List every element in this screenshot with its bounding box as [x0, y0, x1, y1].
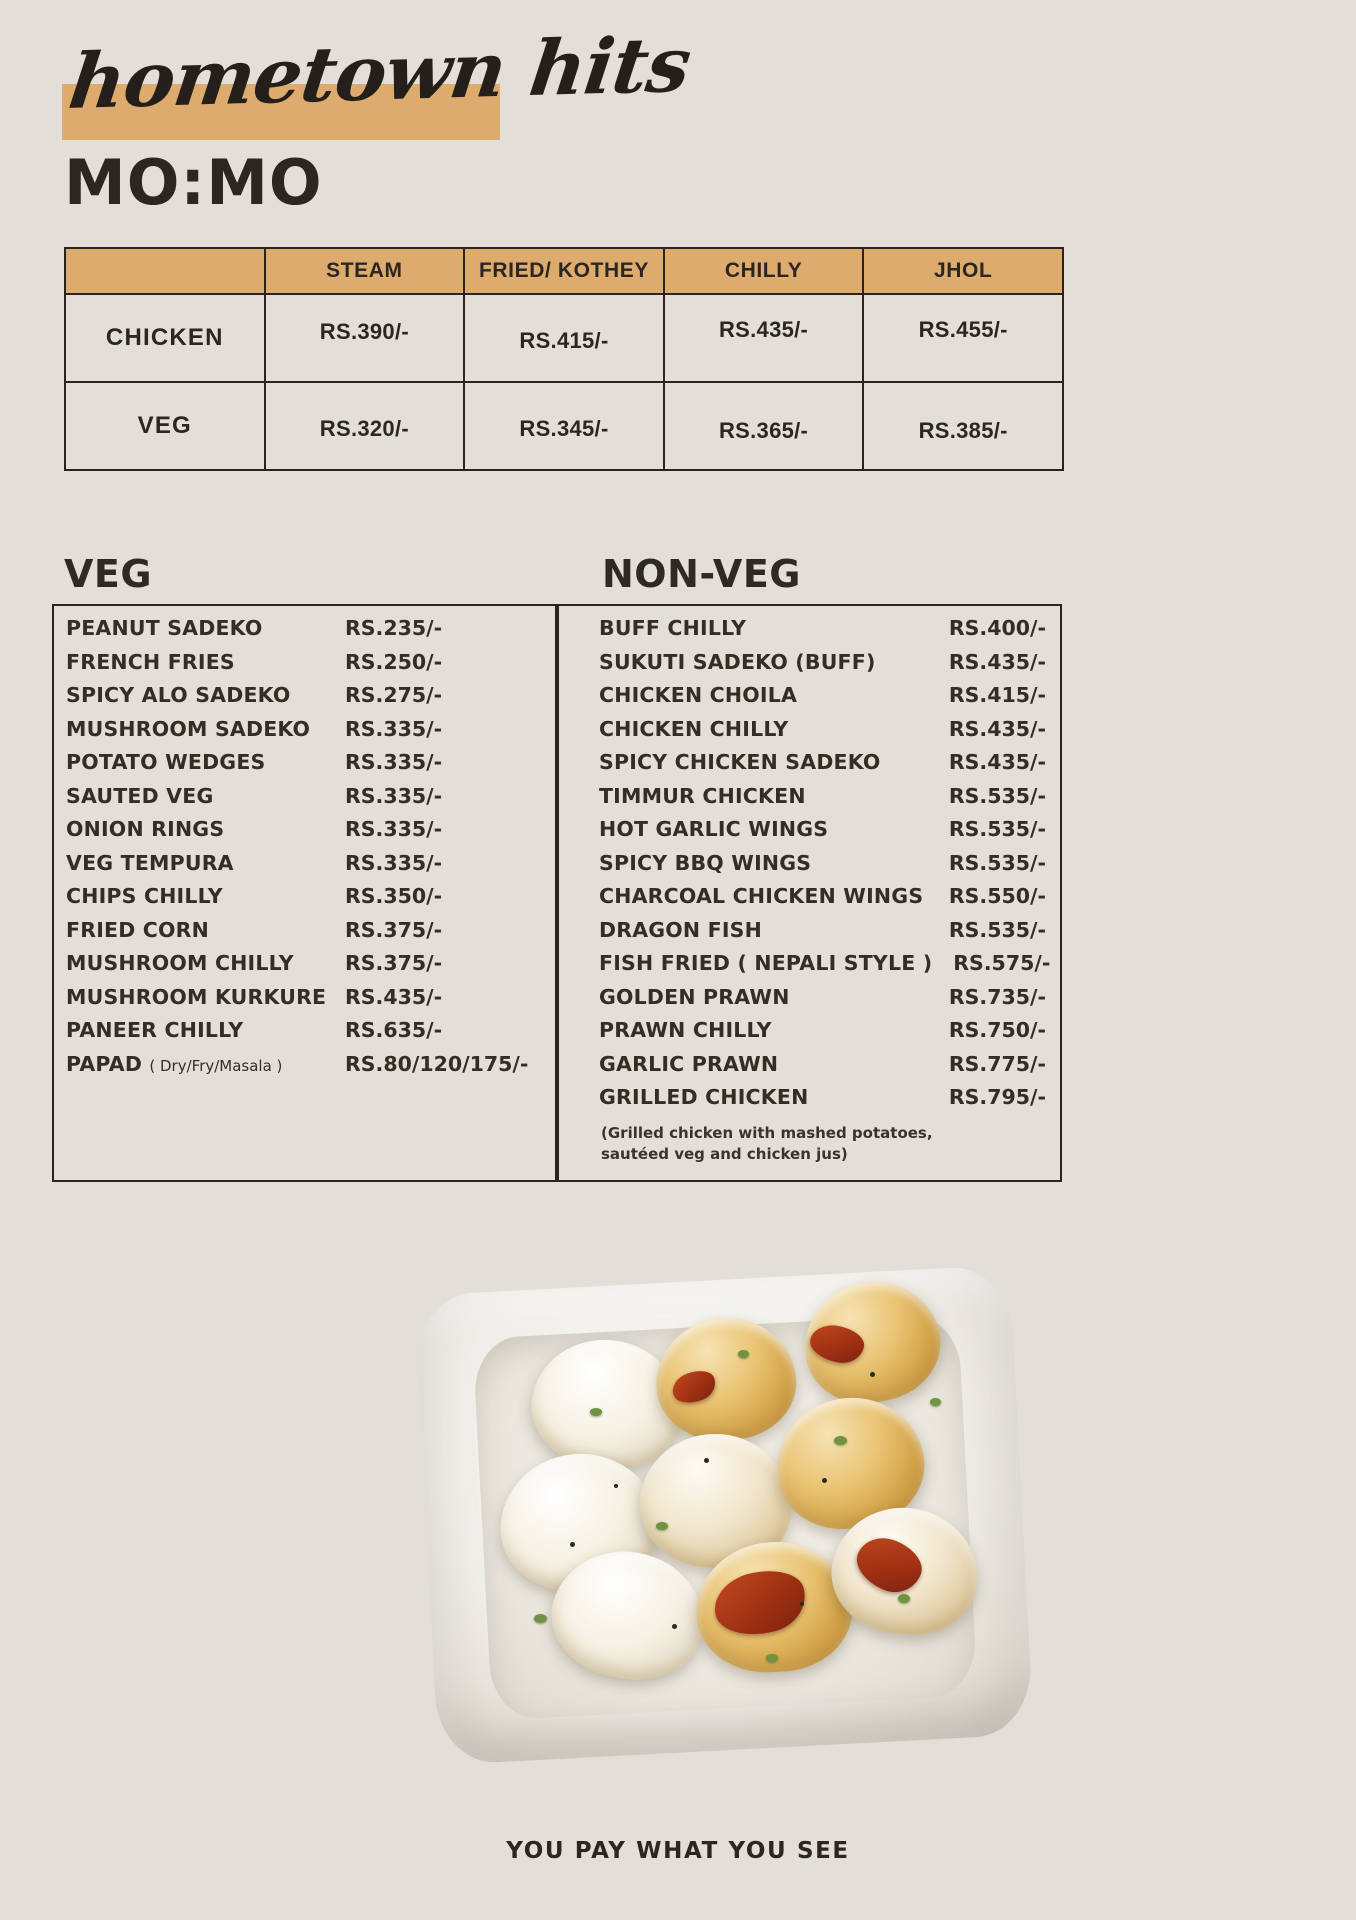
item-price: RS.535/- [948, 917, 1046, 942]
list-item [599, 817, 1046, 851]
item-name: CHARCOAL CHICKEN WINGS [599, 884, 924, 908]
list-item [66, 985, 541, 1019]
spice-seed [570, 1542, 575, 1547]
list-item [66, 817, 541, 851]
item-price: RS.335/- [345, 817, 443, 841]
price-veg-chilly: RS.365/- [664, 382, 864, 470]
item-price: RS.775/- [948, 1051, 1046, 1076]
item-name: MUSHROOM KURKURE [66, 984, 327, 1009]
herb-garnish [590, 1408, 602, 1416]
item-name: VEG TEMPURA [66, 850, 234, 875]
table-header-row [65, 248, 1063, 294]
spice-seed [800, 1602, 804, 1606]
section-heading-nonveg: NON-VEG [602, 552, 801, 596]
item-price: RS.435/- [345, 984, 443, 1009]
list-item [599, 884, 1046, 918]
table-row [65, 294, 1063, 382]
item-name: HOT GARLIC WINGS [599, 817, 829, 841]
item-name: SPICY ALO SADEKO [66, 683, 291, 707]
item-price: RS.535/- [948, 783, 1046, 808]
table-row-label-chicken: CHICKEN [65, 294, 265, 382]
list-item [599, 650, 1046, 684]
herb-garnish [834, 1436, 847, 1445]
list-item [599, 951, 1051, 985]
item-name: PRAWN CHILLY [599, 1018, 772, 1042]
price-veg-steam: RS.320/- [265, 382, 465, 470]
item-price: RS.535/- [948, 850, 1046, 875]
list-item [599, 1085, 1046, 1119]
nonveg-menu-list [557, 604, 1062, 1182]
momo-photo [404, 1222, 1044, 1782]
list-item [66, 616, 541, 650]
item-price: RS.375/- [345, 951, 443, 975]
price-chicken-fried: RS.415/- [464, 294, 664, 382]
item-name: CHICKEN CHILLY [599, 716, 789, 741]
item-price: RS.375/- [345, 917, 443, 942]
herb-garnish [656, 1522, 668, 1530]
item-name: SAUTED VEG [66, 783, 214, 808]
list-item [599, 918, 1046, 952]
item-name: MUSHROOM CHILLY [66, 951, 294, 975]
item-name [66, 1052, 345, 1076]
item-name: DRAGON FISH [599, 917, 762, 942]
item-price: RS.275/- [345, 683, 443, 707]
list-item [66, 851, 541, 885]
table-header [65, 248, 1063, 294]
spice-seed [704, 1458, 709, 1463]
herb-garnish [766, 1654, 778, 1662]
herb-garnish [534, 1614, 547, 1623]
grilled-chicken-note: (Grilled chicken with mashed potatoes, sautéed veg and chicken jus) [601, 1123, 933, 1163]
table-header-jhol: JHOL [863, 248, 1063, 294]
item-price: RS.735/- [948, 984, 1046, 1009]
item-name: BUFF CHILLY [599, 616, 747, 640]
list-item [599, 616, 1046, 650]
item-name: SPICY CHICKEN SADEKO [599, 750, 881, 774]
item-price: RS.400/- [948, 616, 1046, 640]
list-item [66, 1018, 541, 1052]
item-name-main: PAPAD [66, 1051, 143, 1076]
item-price: RS.350/- [345, 884, 443, 908]
item-price: RS.435/- [948, 649, 1046, 674]
price-veg-jhol: RS.385/- [863, 382, 1063, 470]
item-price: RS.80/120/175/- [345, 1051, 529, 1076]
momo-price-table [64, 247, 1064, 471]
table-header-steam: STEAM [265, 248, 465, 294]
item-name: SPICY BBQ WINGS [599, 850, 812, 875]
footer-tagline: YOU PAY WHAT YOU SEE [506, 1838, 850, 1864]
item-name: POTATO WEDGES [66, 750, 266, 774]
list-item [599, 1052, 1046, 1086]
list-item [66, 884, 541, 918]
item-price: RS.750/- [948, 1018, 1046, 1042]
list-item [66, 717, 541, 751]
logo-script-text: hometown hits [64, 19, 696, 126]
brand-logo [62, 19, 696, 152]
list-item [66, 784, 541, 818]
list-item [66, 650, 541, 684]
item-name: PANEER CHILLY [66, 1018, 244, 1042]
list-item [66, 750, 541, 784]
item-name: MUSHROOM SADEKO [66, 716, 311, 741]
item-price: RS.250/- [345, 649, 443, 674]
section-heading-veg: VEG [64, 552, 153, 596]
table-header-blank [65, 248, 265, 294]
list-item [599, 1018, 1046, 1052]
list-item [66, 951, 541, 985]
item-price: RS.235/- [345, 616, 443, 640]
list-item [599, 683, 1046, 717]
list-item [599, 717, 1046, 751]
list-item [66, 1052, 541, 1086]
item-price: RS.335/- [345, 783, 443, 808]
item-price: RS.795/- [948, 1085, 1046, 1109]
item-price: RS.335/- [345, 716, 443, 741]
item-price: RS.535/- [948, 817, 1046, 841]
price-veg-fried: RS.345/- [464, 382, 664, 470]
item-price: RS.415/- [948, 683, 1046, 707]
price-chicken-steam: RS.390/- [265, 294, 465, 382]
list-item [66, 683, 541, 717]
spice-seed [614, 1484, 618, 1488]
item-price: RS.635/- [345, 1018, 443, 1042]
table-body [65, 294, 1063, 470]
item-name: GARLIC PRAWN [599, 1051, 779, 1076]
item-name-sub: ( Dry/Fry/Masala ) [149, 1056, 283, 1075]
item-name: CHICKEN CHOILA [599, 683, 798, 707]
item-price: RS.335/- [345, 750, 443, 774]
item-name: FRENCH FRIES [66, 649, 235, 674]
table-row-label-veg: VEG [65, 382, 265, 470]
item-price: RS.335/- [345, 850, 443, 875]
item-name: FISH FRIED ( NEPALI STYLE ) [599, 951, 933, 975]
herb-garnish [898, 1594, 910, 1603]
item-price: RS.575/- [953, 951, 1051, 975]
item-name: CHIPS CHILLY [66, 884, 223, 908]
item-name: ONION RINGS [66, 817, 225, 841]
herb-garnish [930, 1398, 941, 1406]
page-title: MO:MO [64, 146, 323, 219]
item-name: SUKUTI SADEKO (BUFF) [599, 649, 876, 674]
item-price: RS.550/- [948, 884, 1046, 908]
table-header-fried-kothey: FRIED/ KOTHEY [464, 248, 664, 294]
item-name: GRILLED CHICKEN [599, 1085, 809, 1109]
list-item [599, 985, 1046, 1019]
list-item [599, 750, 1046, 784]
table-header-chilly: CHILLY [664, 248, 864, 294]
item-price: RS.435/- [948, 716, 1046, 741]
item-price: RS.435/- [948, 750, 1046, 774]
spice-seed [870, 1372, 875, 1377]
veg-menu-list [52, 604, 557, 1182]
item-name: GOLDEN PRAWN [599, 984, 790, 1009]
list-item [66, 918, 541, 952]
item-name: TIMMUR CHICKEN [599, 783, 806, 808]
price-chicken-chilly: RS.435/- [664, 294, 864, 382]
table-row [65, 382, 1063, 470]
item-name: PEANUT SADEKO [66, 616, 263, 640]
list-item [599, 851, 1046, 885]
spice-seed [672, 1624, 677, 1629]
herb-garnish [738, 1350, 749, 1358]
item-name: FRIED CORN [66, 917, 209, 942]
spice-seed [822, 1478, 827, 1483]
list-item [599, 784, 1046, 818]
price-chicken-jhol: RS.455/- [863, 294, 1063, 382]
